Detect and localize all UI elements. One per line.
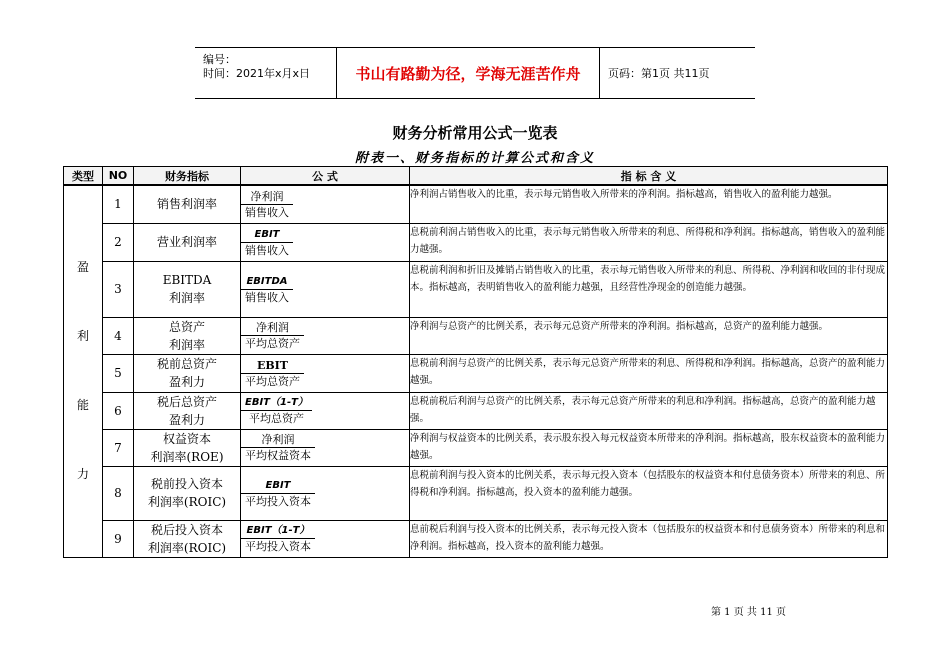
formula-fraction (241, 189, 293, 220)
row-number: 9 (103, 520, 134, 557)
table-row (64, 429, 888, 466)
formula-cell (241, 354, 410, 392)
indicator-name (134, 520, 241, 557)
page-subtitle: 附表一、财务指标的计算公式和含义 (354, 151, 595, 166)
row-number: 7 (103, 429, 134, 466)
row-number: 2 (103, 223, 134, 261)
table-row (64, 466, 888, 520)
formula-numerator: 净利润 (241, 320, 304, 336)
table-row (64, 354, 888, 392)
indicator-meaning: 息前税后利润与投入资本的比例关系，表示每元投入资本（包括股东的权益资本和付息债务资本）所带来的利息和净利润。指标越高，投入资本的盈利能力越强。 (410, 520, 888, 557)
category-cell (64, 185, 103, 557)
table-row (64, 520, 888, 557)
row-number: 1 (103, 185, 134, 223)
indicator-meaning: 净利润与权益资本的比例关系，表示股东投入每元权益资本所带来的净利润。指标越高，股东权益资本的盈利能力越强。 (410, 429, 888, 466)
page-label: 页码：第1页 共11页 (608, 67, 710, 80)
table-row (64, 185, 888, 223)
indicator-name (134, 429, 241, 466)
row-number: 8 (103, 466, 134, 520)
row-number: 4 (103, 317, 134, 354)
formula-fraction (241, 227, 293, 258)
header-meta (195, 48, 337, 98)
formula-fraction (241, 358, 304, 389)
indicator-name-line: 利润率(ROIC) (147, 540, 227, 555)
number-label: 编号： (203, 53, 236, 66)
indicator-name (134, 354, 241, 392)
indicator-name (134, 185, 241, 223)
formula-cell (241, 317, 410, 354)
formula-cell (241, 520, 410, 557)
formula-numerator: EBIT（1-T） (241, 395, 312, 411)
table-row (64, 392, 888, 429)
formula-fraction (241, 395, 312, 426)
formula-denominator: 平均总资产 (248, 412, 304, 425)
category-char: 力 (76, 467, 89, 482)
indicator-name (134, 317, 241, 354)
page-title: 财务分析常用公式一览表 (392, 124, 558, 142)
formula-fraction (241, 523, 315, 554)
indicator-name-line: EBITDA (162, 273, 212, 287)
indicator-name-line: 利润率(ROE) (150, 449, 224, 464)
indicator-meaning: 息税前利润与总资产的比例关系，表示每元总资产所带来的利息、所得税和净利润。指标越高，总资产的盈利能力越强。 (410, 354, 888, 392)
formula-denominator: 销售收入 (245, 243, 289, 257)
row-number: 5 (103, 354, 134, 392)
indicator-name (134, 261, 241, 317)
indicator-name-line: 税前投入资本 (150, 477, 223, 491)
header-formula: 公 式 (241, 167, 410, 186)
indicator-name-line: 利润率 (168, 337, 205, 352)
formula-fraction (241, 320, 304, 351)
formula-denominator: 平均权益资本 (245, 449, 311, 462)
indicator-name-line: 盈利力 (168, 375, 205, 389)
formula-fraction (241, 274, 293, 305)
formula-numerator: EBIT (241, 358, 304, 374)
time-label: 时间：2021年x月x日 (203, 67, 311, 80)
indicator-meaning: 息税前税后利润与总资产的比例关系，表示每元总资产所带来的利息和净利润。指标越高，总资产的盈利能力越强。 (410, 392, 888, 429)
header-type: 类型 (64, 167, 103, 186)
category-char: 利 (76, 329, 89, 344)
table-header-row (64, 167, 888, 186)
table-row (64, 223, 888, 261)
formula-fraction (241, 478, 315, 509)
indicator-name (134, 223, 241, 261)
category-char: 盈 (76, 260, 89, 275)
formula-cell (241, 392, 410, 429)
formula-cell (241, 185, 410, 223)
indicator-meaning: 息税前利润与投入资本的比例关系，表示每元投入资本（包括股东的权益资本和付息债务资本）所带来的利息、所得税和净利润。指标越高，投入资本的盈利能力越强。 (410, 466, 888, 520)
indicator-name-line: 利润率 (168, 291, 205, 305)
formula-numerator: 净利润 (241, 189, 293, 205)
formula-denominator: 平均总资产 (245, 337, 300, 350)
formula-cell (241, 429, 410, 466)
formula-denominator: 销售收入 (245, 205, 289, 219)
formula-numerator: EBIT (241, 227, 293, 243)
formula-table (63, 166, 888, 558)
table-row (64, 317, 888, 354)
formula-denominator: 平均投入资本 (245, 540, 311, 553)
category-char: 能 (76, 398, 89, 413)
indicator-name-line: 营业利润率 (156, 235, 217, 249)
formula-cell (241, 261, 410, 317)
indicator-name-line: 总资产 (168, 319, 205, 334)
header-indicator: 财务指标 (134, 167, 241, 186)
formula-numerator: EBIT (241, 478, 315, 494)
indicator-meaning: 息税前利润占销售收入的比重，表示每元销售收入所带来的利息、所得税和净利润。指标越高，销售收入的盈利能力越强。 (410, 223, 888, 261)
indicator-name-line: 销售利润率 (156, 197, 217, 212)
indicator-name-line: 盈利力 (168, 412, 205, 427)
indicator-name-line: 利润率(ROIC) (147, 495, 227, 509)
formula-numerator: 净利润 (241, 432, 315, 448)
indicator-meaning: 净利润占销售收入的比重，表示每元销售收入所带来的净利润。指标越高，销售收入的盈利能力越强。 (410, 185, 888, 223)
formula-numerator: EBIT（1-T） (241, 523, 315, 539)
formula-denominator: 平均投入资本 (245, 494, 311, 508)
formula-denominator: 平均总资产 (245, 374, 300, 388)
formula-fraction (241, 432, 315, 463)
row-number: 3 (103, 261, 134, 317)
document-header (195, 47, 755, 99)
formula-denominator: 销售收入 (245, 290, 289, 304)
indicator-name (134, 466, 241, 520)
header-no: NO (103, 167, 134, 186)
formula-numerator: EBITDA (241, 274, 293, 290)
formula-cell (241, 466, 410, 520)
indicator-name-line: 权益资本 (162, 431, 211, 446)
indicator-name-line: 税前总资产 (156, 357, 217, 371)
table-row (64, 261, 888, 317)
slogan: 书山有路勤为径，学海无涯苦作舟 (337, 48, 600, 98)
indicator-name (134, 392, 241, 429)
header-meaning: 指 标 含 义 (410, 167, 888, 186)
row-number: 6 (103, 392, 134, 429)
indicator-name-line: 税后总资产 (156, 394, 217, 409)
indicator-meaning: 净利润与总资产的比例关系，表示每元总资产所带来的净利润。指标越高，总资产的盈利能力越强。 (410, 317, 888, 354)
formula-cell (241, 223, 410, 261)
indicator-name-line: 税后投入资本 (150, 522, 223, 537)
indicator-meaning: 息税前利润和折旧及摊销占销售收入的比重，表示每元销售收入所带来的利息、所得税、净利润和收回的非付现成本。指标越高，表明销售收入的盈利能力越强，且经营性净现金的创造能力越强。 (410, 261, 888, 317)
page-footer: 第 1 页 共 11 页 (711, 607, 786, 618)
